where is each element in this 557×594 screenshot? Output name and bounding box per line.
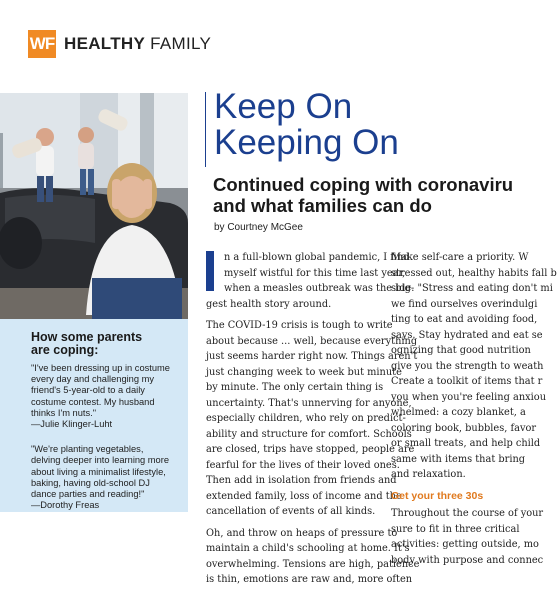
quote-line: costume contest. My husband: [31, 396, 155, 407]
text-line: overwhelming. Tensions are high, patience: [206, 558, 420, 570]
quote-line: baking, having old-school DJ: [31, 477, 150, 488]
quote-block: [31, 363, 178, 430]
text-line: about because ... well, because everything: [206, 335, 418, 347]
text-line: just changing week to week but minute: [206, 366, 402, 378]
text-line: ability and structure for comfort. Schools: [206, 428, 412, 440]
text-line: n a full-blown global pandemic, I find: [224, 252, 410, 263]
paragraph: [206, 526, 420, 588]
text-line: coloring book, bubbles, favor: [391, 422, 537, 434]
text-line: maintain a child's schooling at home. It's: [206, 543, 410, 554]
sidebar-heading-line: are coping:: [31, 343, 99, 357]
text-line: by minute. The only certain thing is: [206, 382, 384, 393]
text-line: we find ourselves overindulgi: [391, 298, 538, 310]
quote-line: dance parties and reading!": [31, 489, 145, 500]
text-line: side. "Stress and eating don't mi: [391, 283, 553, 294]
paragraph: [206, 297, 377, 313]
title-line: Keeping On: [214, 123, 399, 162]
text-line: give you the strength to weath: [391, 360, 544, 372]
quote-line: "I've been dressing up in costume: [31, 363, 170, 373]
text-line: gest health story around.: [206, 298, 332, 310]
wf-logo: WF: [28, 30, 56, 58]
byline: by Courtney McGee: [214, 222, 303, 233]
paragraph: [206, 318, 418, 520]
text-line: just seems harder right now. Things aren't: [206, 351, 418, 362]
text-line: stressed out, healthy habits fall b: [391, 267, 557, 279]
text-line: whelmed: a cozy blanket, a: [391, 407, 526, 418]
article-title: [214, 89, 399, 161]
opening-paragraph: [206, 250, 415, 297]
text-line: Then add in isolation from friends and: [206, 475, 397, 486]
quote-block: [31, 444, 178, 511]
quote-line: "We're planting vegetables,: [31, 444, 144, 455]
title-line: Keep On: [214, 87, 353, 126]
section-brand: [64, 34, 211, 54]
text-line: you when you're feeling anxiou: [391, 391, 547, 403]
text-line: fearful for the lives of their loved ones.: [206, 459, 400, 471]
text-line: are closed, trips have stopped, people are: [206, 444, 415, 455]
magazine-header: [28, 29, 211, 59]
text-line: uncertainty. That's unnerving for anyone,: [206, 397, 412, 409]
section-heading: Get your three 30s: [391, 489, 484, 502]
text-line: Throughout the course of your: [391, 508, 544, 519]
quote-author: —Julie Klinger-Luht: [31, 419, 113, 430]
quote-line: thinks I'm nuts.": [31, 407, 97, 418]
text-line: says. Stay hydrated and eat se: [391, 329, 543, 341]
subtitle-line: Continued coping with coronaviru: [213, 174, 514, 195]
title-rule: [205, 92, 206, 167]
drop-cap: [206, 251, 214, 291]
text-line: cancellation of events of all kinds.: [206, 506, 376, 517]
body-column-1: [206, 250, 420, 594]
family-photo: [0, 93, 188, 319]
quote-author: —Dorothy Freas: [31, 500, 100, 511]
quote-line: delving deeper into learning more: [31, 455, 169, 466]
subtitle-line: and what families can do: [213, 195, 432, 216]
text-line: and relaxation.: [391, 469, 466, 480]
text-line: The COVID-19 crisis is tough to write: [206, 320, 393, 331]
text-line: when a measles outbreak was the big-: [224, 283, 415, 294]
text-line: especially children, who rely on predict-: [206, 413, 406, 424]
family-photo-illustration: [0, 93, 188, 319]
text-line: body with purpose and connec: [391, 554, 544, 566]
sidebar-heading: [31, 331, 178, 357]
text-line: extended family, loss of income and the: [206, 490, 402, 502]
text-line: myself wistful for this time last year,: [224, 267, 406, 279]
text-line: Create a toolkit of items that r: [391, 376, 543, 387]
parents-coping-sidebar: [0, 319, 188, 512]
sidebar-heading-line: How some parents: [31, 330, 143, 344]
paragraph: [391, 506, 544, 568]
brand-light: FAMILY: [150, 34, 212, 53]
text-line: Oh, and throw on heaps of pressure to: [206, 527, 398, 539]
quote-line: about living a minimalist lifestyle,: [31, 466, 166, 477]
text-line: is thin, emotions are raw and, more often: [206, 574, 413, 585]
text-line: same with items that bring: [391, 453, 526, 465]
text-line: ting to eat and avoiding food,: [391, 314, 538, 325]
text-line: activities: getting outside, mo: [391, 539, 539, 550]
quote-line: friend's 5-year-old to a daily: [31, 385, 145, 396]
body-column-2: [391, 250, 557, 574]
brand-bold: HEALTHY: [64, 34, 146, 53]
paragraph: [391, 250, 557, 483]
text-line: ognizing that good nutrition: [391, 345, 531, 356]
text-line: sure to fit in three critical: [391, 523, 520, 535]
quote-line: every day and challenging my: [31, 374, 154, 385]
article-subtitle: [213, 174, 513, 216]
text-line: Make self-care a priority. W: [391, 252, 529, 263]
text-line: or small treats, and help child: [391, 438, 541, 449]
